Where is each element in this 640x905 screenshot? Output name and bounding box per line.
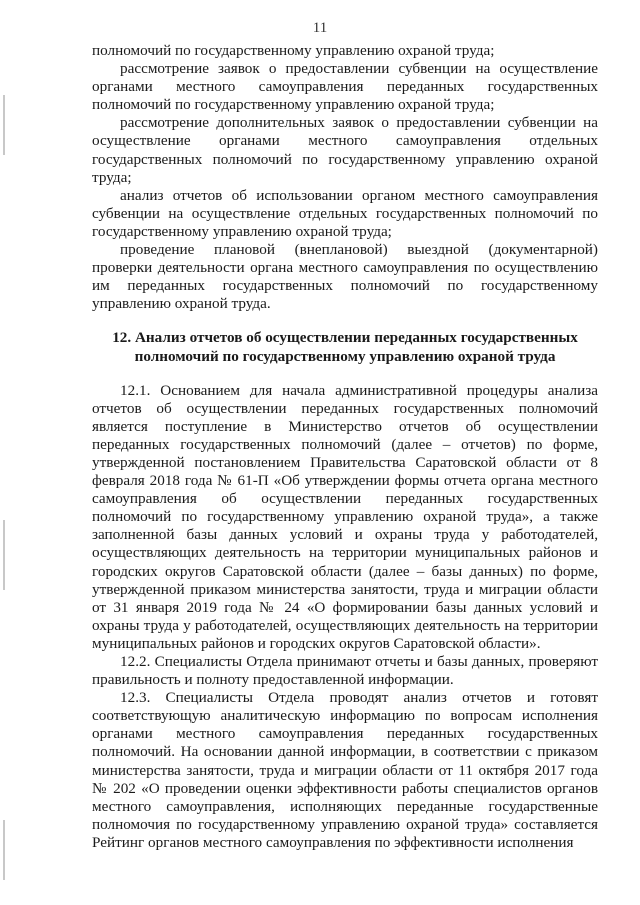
paragraph: проведение плановой (внеплановой) выездной (документарной) проверки деятельности органа местного самоуправления по осуществлению им переданных государственных полномочий по государственному управлению охраной труда.: [92, 241, 598, 313]
section-heading: 12. Анализ отчетов об осуществлении переданных государственных полномочий по государственному управлению охраной труда: [112, 329, 578, 365]
paragraph: рассмотрение заявок о предоставлении субвенции на осуществление органами местного самоуправления переданных государственных полномочий по государственному управлению охраной труда;: [92, 60, 598, 114]
scan-edge-mark: [3, 520, 5, 590]
paragraph: 12.1. Основанием для начала административной процедуры анализа отчетов об осуществлении переданных государственных полномочий является поступление в Министерство отчетов об осуществлении переданных государственных полномочий (далее – отчетов) по форме, утвержденной постановлением Правительства Саратовской области от 8 февраля 2018 года № 61-П «Об утверждении формы отчета органа местного самоуправления об осуществлении переданных государственных полномочий по государственному управлению охраной труда», а также заполненной базы данных условий и охраны труда у работодателей, осуществляющих деятельность на территории муниципальных районов и городских округов Саратовской области (далее – базы данных) по форме, утвержденной приказом министерства занятости, труда и миграции области от 31 января 2019 года № 24 «О формировании базы данных условий и охраны труда у работодателей, осуществляющих деятельность на территории муниципальных районов и городских округов Саратовской области».: [92, 381, 598, 652]
paragraph: полномочий по государственному управлению охраной труда;: [92, 42, 495, 59]
page-number: 11: [312, 20, 328, 36]
document-body: [92, 42, 598, 852]
paragraph: анализ отчетов об использовании органом местного самоуправления субвенции на осуществление отдельных государственных полномочий по государственному управлению охраной труда;: [92, 186, 598, 240]
scan-edge-mark: [3, 95, 5, 155]
scan-edge-mark: [3, 820, 5, 880]
paragraph: 12.2. Специалисты Отдела принимают отчеты и базы данных, проверяют правильность и полноту предоставленной информации.: [92, 653, 598, 689]
paragraph: рассмотрение дополнительных заявок о предоставлении субвенции на осуществление органами местного самоуправления отдельных государственных полномочий по государственному управлению охраной труда;: [92, 114, 598, 186]
paragraph: 12.3. Специалисты Отдела проводят анализ отчетов и готовят соответствующую аналитическую информацию по вопросам исполнения органами местного самоуправления переданных государственных полномочий. На основании данной информации, в соответствии с приказом министерства занятости, труда и миграции области от 11 октября 2017 года № 202 «О проведении оценки эффективности работы специалистов органов местного самоуправления, исполняющих переданные государственные полномочия по государственному управлению охраной труда» составляется Рейтинг органов местного самоуправления по эффективности исполнения: [92, 689, 598, 851]
